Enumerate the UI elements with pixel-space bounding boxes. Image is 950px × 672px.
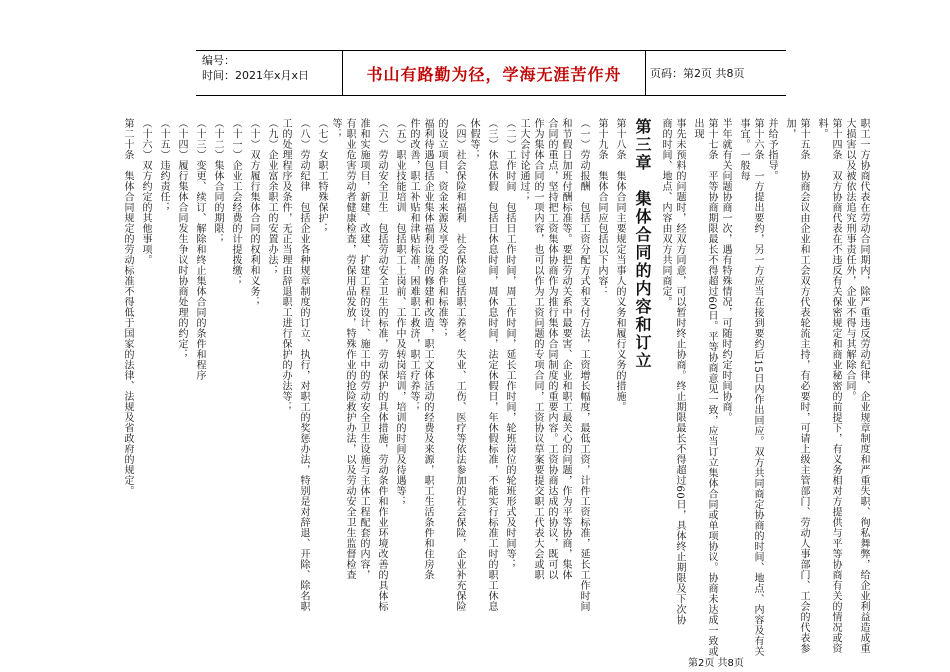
paragraph: 作为集体合同的一项内容，也可以作为工资问题的专项合同，工资协议草案要提交职工代表大会或职	[532, 118, 543, 580]
paragraph: 工大会讨论通过；	[518, 118, 529, 202]
list-item: （十六）双方约定的其他事项。	[140, 118, 151, 265]
list-item: （十三）变更、续订、解除和终止集体合同的条件和程序	[194, 118, 205, 381]
paragraph: 件的改善，职工补贴和津贴标准，困难职工救济，职工疗养等；	[408, 118, 419, 412]
article-14: 第十四条 双方协商代表在不违反有关保密规定和商业秘密的前提下，有义务相对方提供与平等协商有关的情况或资料。	[816, 118, 841, 654]
paragraph: 商的时间、地点、内容由双方共同商定。	[660, 118, 671, 307]
paragraph: 休假等；	[468, 118, 479, 160]
list-item: （十五）违约责任；	[158, 118, 169, 213]
paragraph: 准和实施项目，新建、改建、扩建工程的设计、施工中的劳动安全卫生设施与主体工程配套的内容，	[358, 118, 369, 580]
list-item: （十二）集体合同的期限；	[212, 118, 223, 244]
header-meta	[202, 53, 309, 83]
article-15: 第十五条 协商会议由企业和工会双方代表轮流主持，有必要时，可请上级主管部门、劳动人事部门、工会的代表参加，	[784, 118, 809, 654]
article-17: 第十七条 平等协商期限最长不得超过60日。平等协商意见一致，应当订立集体合同或单项协议。协商未达成一致或出现	[692, 118, 717, 657]
paragraph: 并给予指导。	[766, 118, 777, 181]
list-item: （五）职业技能培训 包括职工上岗前、工作中及转岗培训，培训的时间及待遇等；	[394, 118, 405, 507]
chapter-title: 第三章 集体合同的内容和订立	[633, 118, 652, 370]
article-20: 第二十条 集体合同规定的劳动标准不得低于国家的法律、法规及省政府的规定。	[122, 118, 133, 496]
header-slogan: 书山有路勤为径，学海无涯苦作舟	[342, 51, 646, 95]
list-item: （七）女职工特殊保护；	[316, 118, 327, 234]
paragraph: 合同的重点，坚持把工资集体协商作为推行集体合同制度的重要内容。工资协商达成的协议，既可以	[546, 118, 557, 580]
paragraph: 大损害以及被依法追究刑事责任外，企业不得与其解除合同。	[844, 118, 855, 402]
page-header	[196, 50, 786, 96]
paragraph: 半年就有关问题协商一次，遇有特殊情况，可随时约定时间协商。	[720, 118, 731, 423]
list-item: （八）劳动纪律 包括企业各种规章制度的订立、执行，对职工的奖惩办法，特别是对辞退、开除、除名职	[298, 118, 309, 612]
list-item: （十）双方履行集体合同的权利和义务；	[248, 118, 259, 307]
list-item: （六）劳动安全卫生 包括劳动安全卫生的标准，劳动保护的具体措施，劳动条件和作业环境改善的具体标	[376, 118, 387, 612]
paragraph: 工的处理程序及条件，无正当理由辞退职工进行保护的办法等；	[280, 118, 291, 412]
paragraph: 有职业危害劳动者健康检查，劳保用品发放，特殊作业的抢险救护办法，以及劳动安全卫生监督检查	[344, 118, 355, 580]
paragraph: 事先未预料的问题时，经双方同意，可以暂时终止协商。终止期限最长不得超过60日，具体终止期限及下次协	[674, 118, 685, 626]
paragraph: 等；	[330, 118, 341, 139]
list-item: （十一）企业工会经费的计提拨缴；	[230, 118, 241, 286]
paragraph: 职工一方协商代表在劳动合同期内，除严重违反劳动纪律、企业规章制度和严重失职、徇私舞弊，给企业利益造成重	[858, 118, 869, 654]
list-item: （十四）履行集体合同发生争议时协商处理的约定；	[176, 118, 187, 360]
list-item: （四）社会保险和福利 社会保险包括职工养老、失业、工伤、医疗等依法参加的社会保险，企业补充保险	[454, 118, 465, 612]
list-item: （三）休息休假 包括日休息时间，周休息时间，法定休假日，年休假标准，不能实行标准工时的职工休息	[486, 118, 497, 612]
article-16: 第十六条 一方提出要约，另一方应当在接到要约后15日内作出回应。双方共同商定协商的时间、地点、内容及有关事宜。一般每	[738, 118, 763, 657]
list-item: （二）工作时间 包括日工作时间，周工作时间，延长工作时间，轮班岗位的轮班形式及时间等；	[504, 118, 515, 570]
paragraph: 和节假日加班付酬标准等。要把劳动关系中最要害、企业和职工最关心的问题，作为平等协商，集体	[560, 118, 571, 580]
header-page-number: 页码：第2页 共8页	[650, 67, 745, 80]
list-item: （一）劳动报酬 包括工资分配方式和支付方法，工资增长幅度，最低工资，计件工资标准，延长工作时间	[578, 118, 589, 612]
article-18: 第十八条 集体合同主要规定当事人的义务和履行义务的措施。	[614, 118, 625, 412]
list-item: （九）企业富余职工的安置办法；	[266, 118, 277, 276]
vertical-document-body	[116, 118, 870, 658]
document-time-label: 时间：2021年x月x日	[202, 69, 310, 82]
footer-page-number: 第2页 共8页	[688, 658, 744, 669]
document-number-label: 编号：	[202, 54, 235, 67]
paragraph: 福利待遇包括企业集体福利设施的修建和改造，职工文体活动的经费及来源，职工生活条件和住房条	[422, 118, 433, 580]
article-19: 第十九条 集体合同应包括以下内容：	[596, 118, 607, 297]
paragraph: 的设立项目、资金来源及享受的条件和标准等；	[436, 118, 447, 339]
